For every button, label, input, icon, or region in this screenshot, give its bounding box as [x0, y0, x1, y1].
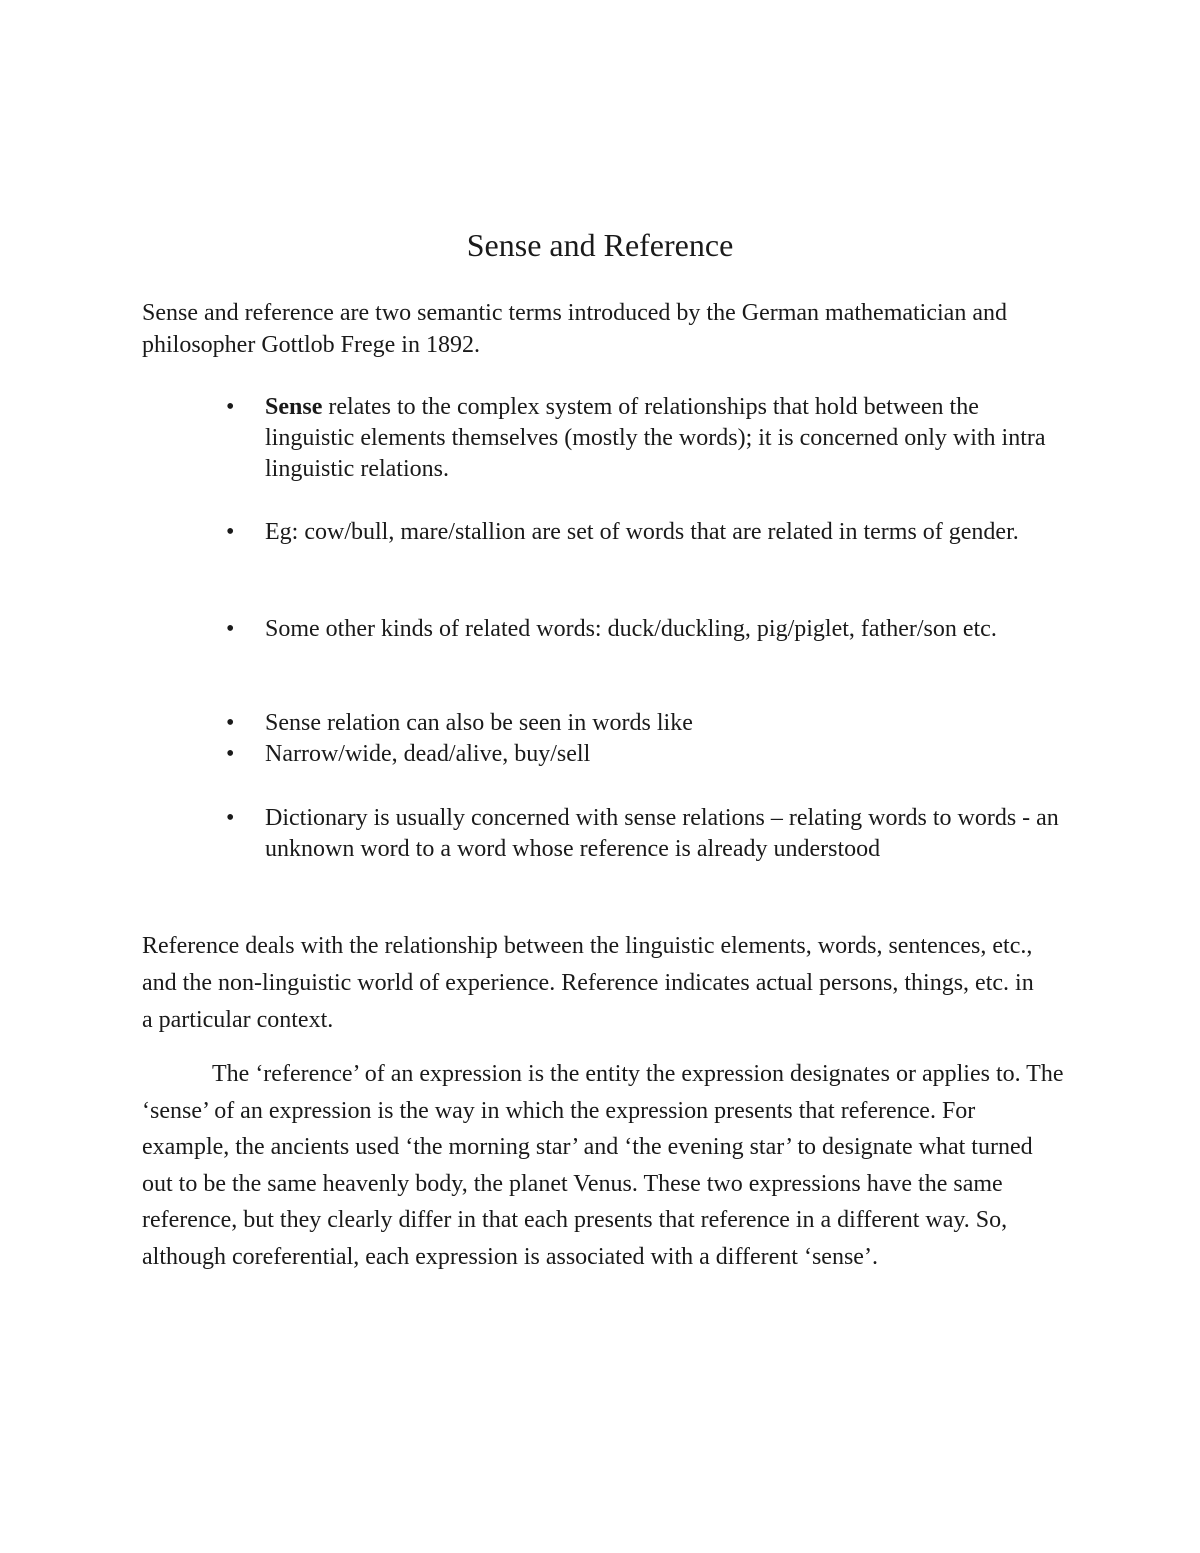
- reference-sense-example-paragraph: The ‘reference’ of an expression is the entity the expression designates or applies to. The ‘sense’ of an expression is the way in which the expression presents that reference. For example, the ancients used ‘the morning star’ and ‘the evening star’ to designate what turned out to be the same heavenly body, the planet Venus. These two expressions have the same reference, but they clearly differ in that each presents that reference in a different way. So, although coreferential, each expression is associated with a different ‘sense’.: [142, 1061, 1064, 1270]
- page-title: Sense and Reference: [466, 227, 734, 263]
- bullet-bold-lead: Sense: [265, 394, 323, 420]
- bullet-marker: •: [226, 519, 235, 545]
- bullet-marker: •: [226, 710, 235, 736]
- intro-paragraph: Sense and reference are two semantic terms introduced by the German mathematician and philosopher Gottlob Frege in 1892.: [142, 300, 1007, 358]
- bullet-text: Narrow/wide, dead/alive, buy/sell: [265, 741, 591, 767]
- bullet-text: Eg: cow/bull, mare/stallion are set of words that are related in terms of gender.: [265, 519, 1019, 545]
- bullet-marker: •: [226, 616, 235, 642]
- bullet-body: relates to the complex system of relationships that hold between the linguistic elements themselves (mostly the words); it is concerned only with intra linguistic relations.: [265, 394, 1046, 482]
- reference-paragraph: Reference deals with the relationship between the linguistic elements, words, sentences, etc., and the non-linguistic world of experience. Reference indicates actual persons, things, etc. in a particular context.: [142, 933, 1034, 1033]
- bullet-text: Some other kinds of related words: duck/duckling, pig/piglet, father/son etc.: [265, 616, 997, 642]
- bullet-text: Sense relation can also be seen in words like: [265, 710, 693, 736]
- bullet-marker: •: [226, 741, 235, 767]
- bullet-marker: •: [226, 805, 235, 831]
- bullet-text: [265, 392, 1065, 485]
- bullet-marker: •: [226, 394, 235, 420]
- bullet-text: Dictionary is usually concerned with sense relations – relating words to words - an unknown word to a word whose reference is already understood: [265, 805, 1059, 862]
